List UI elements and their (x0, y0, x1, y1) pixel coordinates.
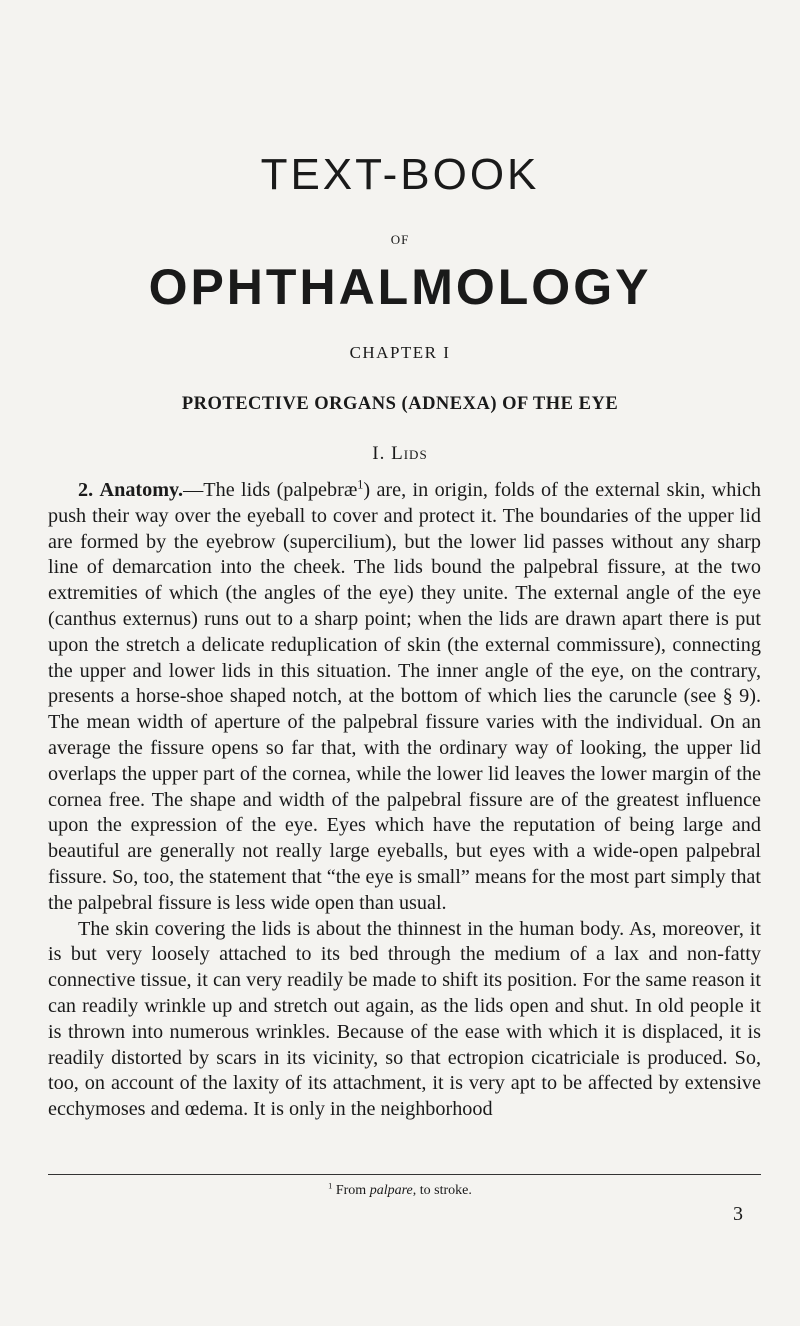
footnote-term: palpare (369, 1183, 413, 1198)
book-title: TEXT-BOOK (260, 150, 540, 199)
chapter-title: PROTECTIVE ORGANS (ADNEXA) OF THE EYE (181, 394, 619, 414)
paragraph-number: 2. (78, 479, 94, 501)
book-subject: OPHTHALMOLOGY (148, 259, 652, 315)
chapter-label: CHAPTER I (349, 343, 451, 362)
body-text (48, 478, 761, 1123)
paragraph-lead: Anatomy. (99, 479, 184, 501)
book-title-connector: OF (390, 232, 410, 247)
paragraph-anatomy (48, 478, 761, 917)
paragraph-text: ) are, in origin, folds of the external skin, which push their way over the eyeball to cover and protect it. The boundaries of the upper lid are formed by the eyebrow (supercilium), but the lower lid passes without any sharp line of demarcation into the cheek. The lids bound the palpebral fissure, at the two extremities of which (the angles of the eye) they unite. The external angle of the eye (canthus externus) runs out to a sharp point; when the lids are drawn apart there is put upon the stretch a delicate reduplication of skin (the external commissure), connecting the upper and lower lids in this situation. The inner angle of the eye, on the contrary, presents a horse-shoe shaped notch, at the bottom of which lies the caruncle (see § 9). The mean width of aperture of the palpebral fissure varies with the individual. On an average the fissure opens so far that, with the ordinary way of looking, the upper lid overlaps the upper part of the cornea, while the lower lid leaves the lower margin of the cornea free. The shape and width of the palpebral fissure are of the greatest influence upon the expression of the eye. Eyes which have the reputation of being large and beautiful are generally not really large eyeballs, but eyes with a wide-open palpebral fissure. So, too, the statement that “the eye is small” means for the most part simply that the palpebral fissure is less wide open than usual. (48, 479, 762, 914)
footnote-text: , to stroke. (412, 1183, 472, 1198)
footnote-divider (48, 1174, 761, 1175)
footnote-marker: 1 (328, 1181, 333, 1191)
section-heading: I. Lids (372, 443, 428, 464)
footnote (0, 1183, 800, 1199)
footnote-reference: 1 (357, 477, 364, 492)
page-number: 3 (733, 1203, 743, 1225)
paragraph-text: —The lids (palpebræ (183, 479, 358, 501)
footnote-text: From (332, 1183, 370, 1198)
paragraph-skin: The skin covering the lids is about the thinnest in the human body. As, moreover, it is but very loosely attached to its bed through the medium of a lax and non-fatty connective tissue, it can very readily be made to shift its position. For the same reason it can readily wrinkle up and stretch out again, as the lids open and shut. In old people it is thrown into numerous wrinkles. Because of the ease with which it is displaced, it is readily distorted by scars in its vicinity, so that ectropion cicatriciale is produced. So, too, on account of the laxity of its attachment, it is very apt to be affected by extensive ecchymoses and œdema. It is only in the neighborhood (48, 917, 761, 1121)
